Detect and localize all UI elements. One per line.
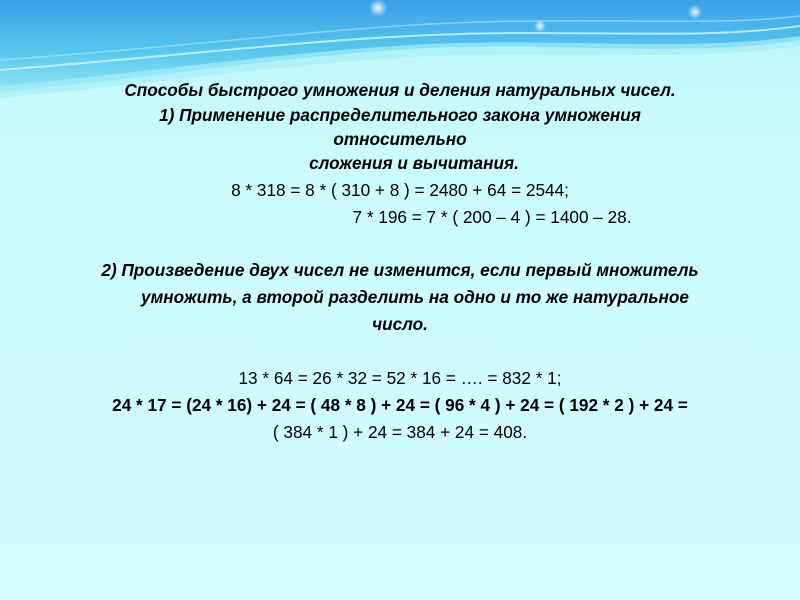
section1-heading-line2: относительно	[333, 129, 467, 149]
example2-line1: 13 * 64 = 26 * 32 = 52 * 16 = …. = 832 * 1;	[238, 368, 562, 388]
section1-heading-line3: сложения и вычитания.	[309, 153, 519, 173]
section2-heading-line2: умножить, а второй разделить на одно и то же натуральное	[141, 287, 689, 307]
example1-line1: 8 * 318 = 8 * ( 310 + 8 ) = 2480 + 64 = 2544;	[231, 180, 569, 200]
example2-line2: 24 * 17 = (24 * 16) + 24 = ( 48 * 8 ) + 24 = ( 96 * 4 ) + 24 = ( 192 * 2 ) + 24 =	[112, 395, 688, 415]
slide-title: Способы быстрого умножения и деления натуральных чисел.	[124, 80, 676, 100]
example2-line3: ( 384 * 1 ) + 24 = 384 + 24 = 408.	[272, 422, 528, 442]
section2-heading-line1: 2) Произведение двух чисел не изменится, если первый множитель	[101, 260, 699, 280]
example1-line2: 7 * 196 = 7 * ( 200 – 4 ) = 1400 – 28.	[352, 207, 632, 227]
section1-heading-line1: 1) Применение распределительного закона умножения	[159, 105, 641, 125]
section2-heading-line3: число.	[372, 314, 428, 334]
